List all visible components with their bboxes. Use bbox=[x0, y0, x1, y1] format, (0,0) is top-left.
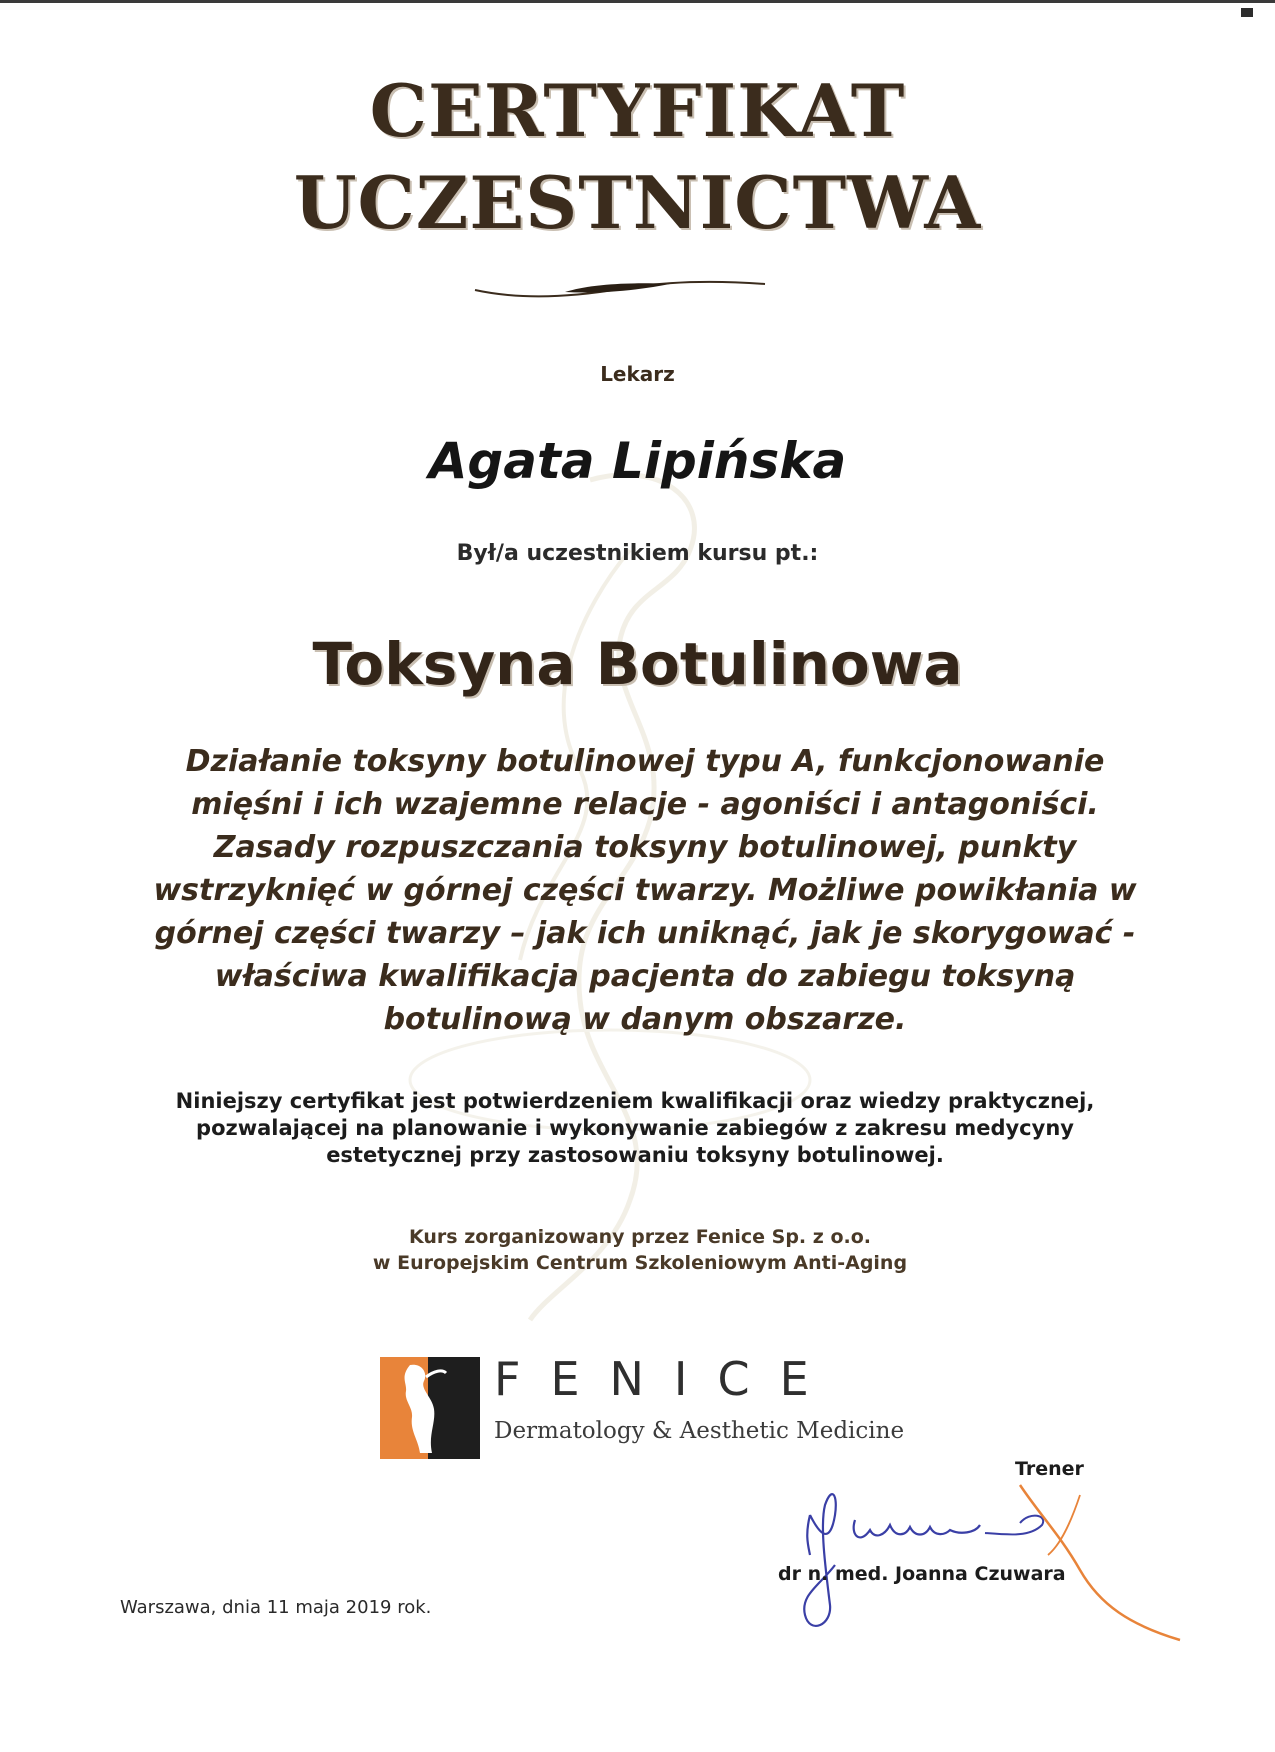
place-and-date: Warszawa, dnia 11 maja 2019 rok. bbox=[120, 1597, 432, 1618]
organizer-line1: Kurs zorganizowany przez Fenice Sp. z o.o. bbox=[409, 1226, 871, 1248]
fenice-wordmark: FENICE bbox=[494, 1352, 839, 1406]
participation-text: Był/a uczestnikiem kursu pt.: bbox=[456, 541, 819, 566]
trainer-label: Trener bbox=[1015, 1458, 1084, 1480]
fenice-logo bbox=[380, 1352, 905, 1462]
course-title: Toksyna Botulinowa bbox=[312, 630, 963, 698]
title-flourish bbox=[470, 272, 770, 302]
organizer-line2: w Europejskim Centrum Szkoleniowym Anti-Aging bbox=[372, 1252, 908, 1274]
fenice-figure-icon bbox=[380, 1357, 480, 1459]
role-label: Lekarz bbox=[600, 362, 675, 386]
course-description: Działanie toksyny botulinowej typu A, funkcjonowanie mięśni i ich wzajemne relacje - agoniści i antagoniści. Zasady rozpuszczania toksyny botulinowej, punkty wstrzyknięć w górnej części twarzy. Możliwe powikłania w górnej części twarzy – jak ich uniknąć, jak je skorygować - właściwa kwalifikacja pacjenta do zabiegu toksyną botulinową w danym obszarze. bbox=[153, 744, 1137, 1037]
scan-mark bbox=[1241, 8, 1253, 17]
certificate-title-line2: UCZESTNICTWA bbox=[293, 160, 982, 245]
participant-name: Agata Lipińska bbox=[428, 432, 847, 490]
certificate-title-line1: CERTYFIKAT bbox=[369, 68, 906, 153]
scan-top-edge bbox=[0, 0, 1275, 3]
trainer-name: dr n. med. Joanna Czuwara bbox=[778, 1563, 1066, 1585]
fenice-tagline: Dermatology & Aesthetic Medicine bbox=[494, 1418, 905, 1444]
confirmation-text: Niniejszy certyfikat jest potwierdzeniem kwalifikacji oraz wiedzy praktycznej, pozwalającej na planowanie i wykonywanie zabiegów z zakresu medycyny estetycznej przy zastosowaniu toksyny botulinowej. bbox=[175, 1089, 1095, 1167]
organizer-text bbox=[260, 1224, 1020, 1276]
handwritten-signature bbox=[780, 1475, 1200, 1645]
